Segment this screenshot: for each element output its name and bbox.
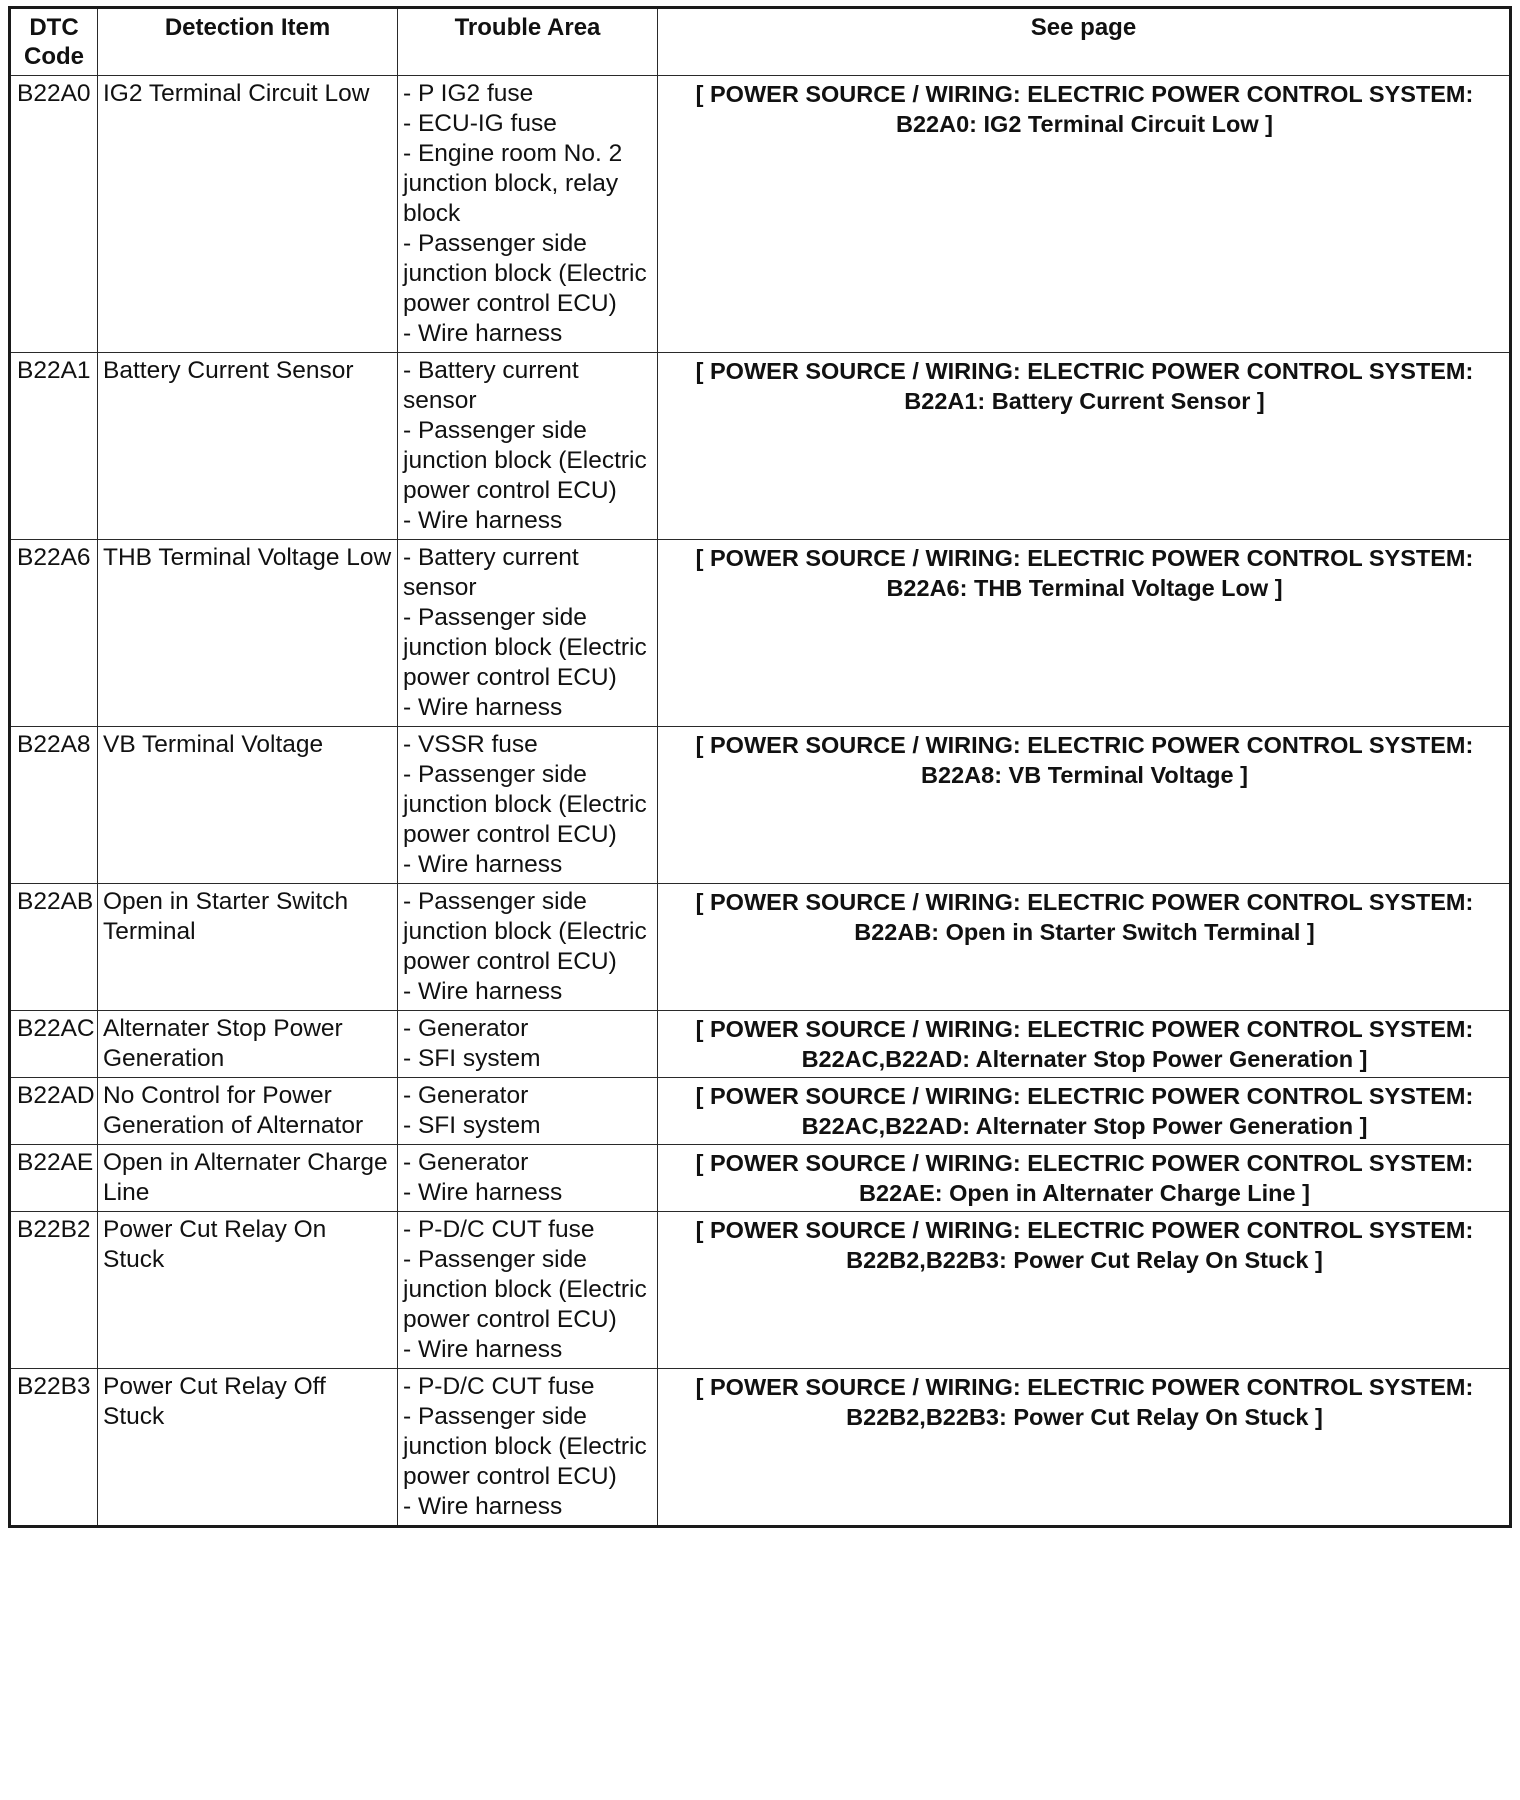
see-page-line-1: [ POWER SOURCE / WIRING: ELECTRIC POWER CONTROL SYSTEM: [695,1217,1474,1243]
trouble-area-cell [398,727,658,884]
trouble-area-line: - Wire harness [403,978,563,1005]
trouble-area-line: - Battery current sensor [403,357,579,414]
detection-item-cell: VB Terminal Voltage [98,727,398,884]
dtc-code-cell: B22A1 [10,353,98,540]
see-page-line-1: [ POWER SOURCE / WIRING: ELECTRIC POWER CONTROL SYSTEM: [695,1150,1474,1176]
trouble-area-cell [398,1369,658,1527]
trouble-area-line: - Wire harness [403,320,563,347]
trouble-area-cell [398,1078,658,1145]
detection-item-cell: Power Cut Relay Off Stuck [98,1369,398,1527]
trouble-area-line: - SFI system [403,1112,541,1139]
header-row [10,8,1511,76]
table-row [10,884,1511,1011]
trouble-area-line: - P-D/C CUT fuse [403,1373,595,1400]
see-page-line-2: B22A6: THB Terminal Voltage Low ] [886,575,1283,601]
detection-item-cell: THB Terminal Voltage Low [98,540,398,727]
trouble-area-line: - Passenger side junction block (Electric power control ECU) [403,417,647,504]
detection-item-cell: Battery Current Sensor [98,353,398,540]
detection-item-cell: No Control for Power Generation of Alternator [98,1078,398,1145]
trouble-area-cell [398,1212,658,1369]
dtc-code-cell: B22A8 [10,727,98,884]
see-page-link[interactable] [658,76,1511,353]
detection-item-cell: Open in Alternater Charge Line [98,1145,398,1212]
see-page-link[interactable] [658,1011,1511,1078]
see-page-line-2: B22AC,B22AD: Alternater Stop Power Generation ] [801,1113,1368,1139]
trouble-area-cell [398,1145,658,1212]
trouble-area-cell [398,884,658,1011]
see-page-line-1: [ POWER SOURCE / WIRING: ELECTRIC POWER CONTROL SYSTEM: [695,1016,1474,1042]
trouble-area-cell [398,540,658,727]
see-page-link[interactable] [658,353,1511,540]
see-page-line-2: B22B2,B22B3: Power Cut Relay On Stuck ] [846,1404,1323,1430]
trouble-area-line: - P-D/C CUT fuse [403,1216,595,1243]
dtc-code-cell: B22B2 [10,1212,98,1369]
trouble-area-cell [398,353,658,540]
trouble-area-line: - Passenger side junction block (Electric power control ECU) [403,604,647,691]
trouble-area-line: - Battery current sensor [403,544,579,601]
table-row [10,353,1511,540]
trouble-area-line: - VSSR fuse [403,731,538,758]
table-row [10,1212,1511,1369]
trouble-area-cell [398,1011,658,1078]
see-page-link[interactable] [658,884,1511,1011]
trouble-area-line: - Wire harness [403,507,563,534]
trouble-area-line: - Wire harness [403,694,563,721]
dtc-code-cell: B22A6 [10,540,98,727]
table-body [10,76,1511,1527]
dtc-code-cell: B22B3 [10,1369,98,1527]
trouble-area-line: - ECU-IG fuse [403,110,557,137]
see-page-link[interactable] [658,540,1511,727]
table-row [10,727,1511,884]
table-row [10,1369,1511,1527]
trouble-area-line: - Passenger side junction block (Electric power control ECU) [403,1403,647,1490]
see-page-line-1: [ POWER SOURCE / WIRING: ELECTRIC POWER CONTROL SYSTEM: [695,545,1474,571]
table-row [10,1145,1511,1212]
header-detection-item: Detection Item [98,8,398,76]
trouble-area-line: - Generator [403,1015,529,1042]
detection-item-cell: Open in Starter Switch Terminal [98,884,398,1011]
see-page-line-2: B22B2,B22B3: Power Cut Relay On Stuck ] [846,1247,1323,1273]
trouble-area-line: - Wire harness [403,1493,563,1520]
detection-item-cell: Power Cut Relay On Stuck [98,1212,398,1369]
see-page-line-1: [ POWER SOURCE / WIRING: ELECTRIC POWER CONTROL SYSTEM: [695,1083,1474,1109]
trouble-area-line: - Wire harness [403,851,563,878]
trouble-area-line: - Generator [403,1149,529,1176]
see-page-line-2: B22AE: Open in Alternater Charge Line ] [859,1180,1310,1206]
trouble-area-line: - Passenger side junction block (Electric power control ECU) [403,888,647,975]
table-row [10,76,1511,353]
dtc-table [8,6,1512,1528]
trouble-area-line: - Wire harness [403,1179,563,1206]
see-page-line-2: B22AC,B22AD: Alternater Stop Power Generation ] [801,1046,1368,1072]
trouble-area-line: - SFI system [403,1045,541,1072]
table-header [10,8,1511,76]
detection-item-cell: Alternater Stop Power Generation [98,1011,398,1078]
see-page-line-1: [ POWER SOURCE / WIRING: ELECTRIC POWER CONTROL SYSTEM: [695,889,1474,915]
see-page-link[interactable] [658,1078,1511,1145]
trouble-area-line: - Passenger side junction block (Electric power control ECU) [403,761,647,848]
see-page-link[interactable] [658,1212,1511,1369]
trouble-area-line: - Generator [403,1082,529,1109]
trouble-area-line: - P IG2 fuse [403,80,534,107]
detection-item-cell: IG2 Terminal Circuit Low [98,76,398,353]
dtc-code-cell: B22AE [10,1145,98,1212]
see-page-line-2: B22A8: VB Terminal Voltage ] [921,762,1248,788]
trouble-area-line: - Passenger side junction block (Electric power control ECU) [403,1246,647,1333]
table-row [10,540,1511,727]
see-page-line-1: [ POWER SOURCE / WIRING: ELECTRIC POWER CONTROL SYSTEM: [695,358,1474,384]
see-page-link[interactable] [658,1145,1511,1212]
see-page-line-2: B22A0: IG2 Terminal Circuit Low ] [896,111,1273,137]
dtc-code-cell: B22AC [10,1011,98,1078]
dtc-code-cell: B22A0 [10,76,98,353]
see-page-link[interactable] [658,727,1511,884]
see-page-link[interactable] [658,1369,1511,1527]
see-page-line-2: B22A1: Battery Current Sensor ] [904,388,1265,414]
dtc-code-cell: B22AD [10,1078,98,1145]
header-dtc-code: DTC Code [10,8,98,76]
see-page-line-1: [ POWER SOURCE / WIRING: ELECTRIC POWER CONTROL SYSTEM: [695,1374,1474,1400]
dtc-code-cell: B22AB [10,884,98,1011]
trouble-area-line: - Engine room No. 2 junction block, relay block [403,140,623,227]
table-row [10,1078,1511,1145]
see-page-line-2: B22AB: Open in Starter Switch Terminal ] [854,919,1315,945]
trouble-area-line: - Passenger side junction block (Electric power control ECU) [403,230,647,317]
see-page-line-1: [ POWER SOURCE / WIRING: ELECTRIC POWER CONTROL SYSTEM: [695,732,1474,758]
trouble-area-cell [398,76,658,353]
table-row [10,1011,1511,1078]
header-trouble-area: Trouble Area [398,8,658,76]
trouble-area-line: - Wire harness [403,1336,563,1363]
header-see-page: See page [658,8,1511,76]
see-page-line-1: [ POWER SOURCE / WIRING: ELECTRIC POWER CONTROL SYSTEM: [695,81,1474,107]
